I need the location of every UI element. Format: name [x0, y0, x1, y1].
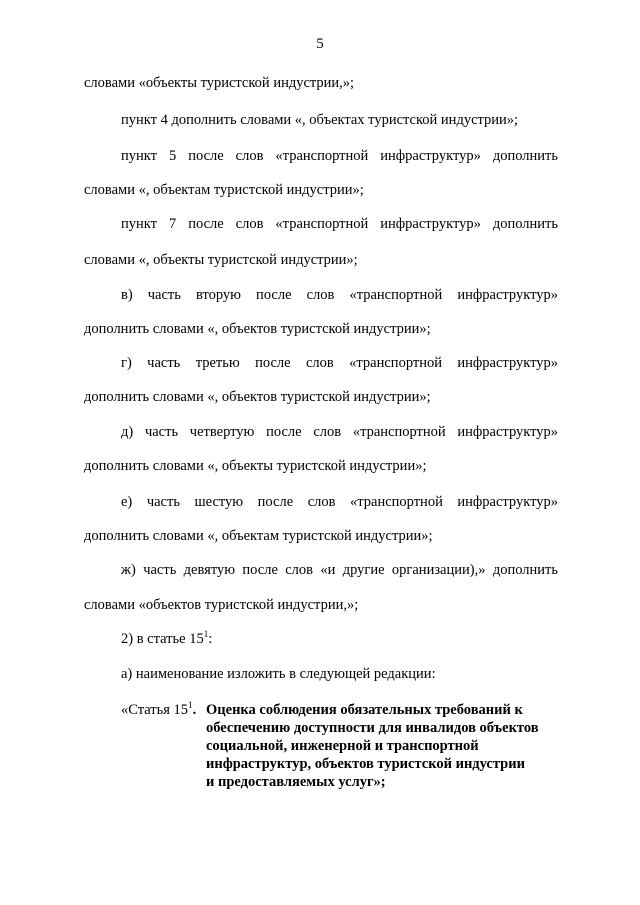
text-line: словами «объектов туристской индустрии,»;: [84, 597, 359, 613]
text-line: пункт 4 дополнить словами «, объектах туристской индустрии»;: [121, 112, 519, 128]
text-line: словами «, объекты туристской индустрии»;: [84, 252, 358, 268]
text-line: е) часть шестую после слов «транспортной инфраструктур»: [121, 494, 558, 510]
article-title-line: социальной, инженерной и транспортной: [206, 738, 479, 754]
item-2-line: [121, 630, 558, 648]
article-title-line: Оценка соблюдения обязательных требований к: [206, 702, 523, 718]
item-a-line: а) наименование изложить в следующей редакции:: [121, 666, 436, 682]
text-line: дополнить словами «, объектов туристской индустрии»;: [84, 389, 431, 405]
text-line: словами «объекты туристской индустрии,»;: [84, 75, 355, 91]
page-number: 5: [316, 36, 324, 52]
article-dot: .: [192, 702, 197, 718]
article-title-line: обеспечению доступности для инвалидов объектов: [206, 720, 539, 736]
article-title: [206, 701, 566, 791]
text-line: ж) часть девятую после слов «и другие организации),» дополнить: [121, 562, 558, 578]
text-line: дополнить словами «, объекты туристской индустрии»;: [84, 458, 427, 474]
text-line: дополнить словами «, объектов туристской индустрии»;: [84, 321, 431, 337]
item-2-superscript: 1: [203, 629, 209, 639]
item-2-colon: :: [208, 631, 213, 647]
text-line: в) часть вторую после слов «транспортной инфраструктур»: [121, 287, 558, 303]
text-line: д) часть четвертую после слов «транспортной инфраструктур»: [121, 424, 558, 440]
article-superscript: 1: [188, 700, 193, 710]
text-line: пункт 7 после слов «транспортной инфраструктур» дополнить: [121, 216, 558, 232]
article-prefix: «Статья 15: [121, 702, 189, 718]
text-line: словами «, объектам туристской индустрии»;: [84, 182, 364, 198]
text-line: пункт 5 после слов «транспортной инфраструктур» дополнить: [121, 148, 558, 164]
item-2-text: 2) в статье 15: [121, 631, 204, 647]
article-title-line: и предоставляемых услуг»;: [206, 774, 386, 790]
article-title-line: инфраструктур, объектов туристской индустрии: [206, 756, 525, 772]
text-line: дополнить словами «, объектам туристской индустрии»;: [84, 528, 433, 544]
article-number: [121, 701, 196, 719]
text-line: г) часть третью после слов «транспортной инфраструктур»: [121, 355, 558, 371]
